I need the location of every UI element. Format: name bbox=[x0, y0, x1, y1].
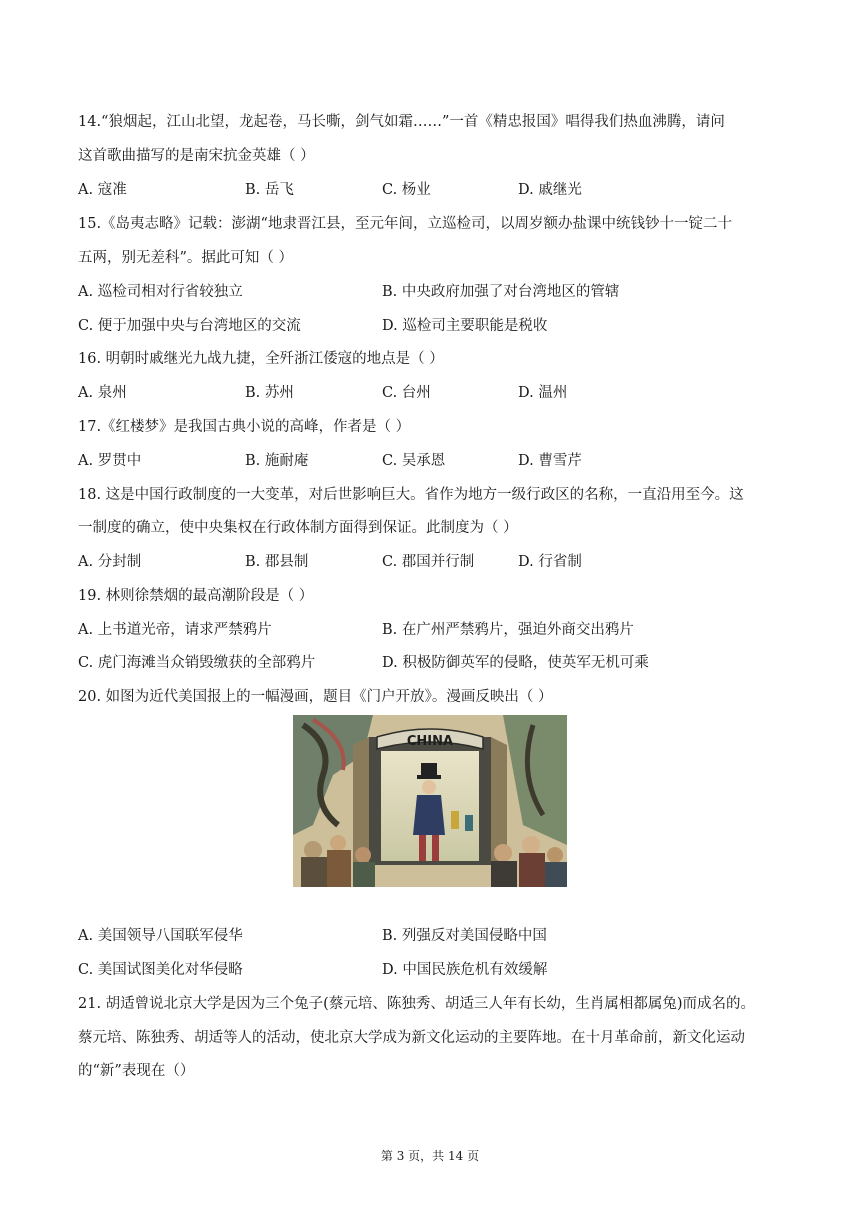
question-19-option-c: C. 虎门海滩当众销毁缴获的全部鸦片 bbox=[78, 655, 316, 671]
question-20-option-d: D. 中国民族危机有效缓解 bbox=[382, 962, 548, 978]
question-18-option-d: D. 行省制 bbox=[518, 554, 582, 570]
question-19-option-b: B. 在广州严禁鸦片，强迫外商交出鸦片 bbox=[382, 622, 634, 638]
question-18-line-1: 18. 这是中国行政制度的一大变革，对后世影响巨大。省作为地方一级行政区的名称，一直沿用至今。这 bbox=[78, 487, 744, 503]
question-16-option-d: D. 温州 bbox=[518, 385, 568, 401]
open-door-cartoon-image bbox=[293, 715, 567, 887]
question-21-line-1: 21. 胡适曾说北京大学是因为三个兔子(蔡元培、陈独秀、胡适三人年有长幼，生肖属相都属兔)而成名的。 bbox=[78, 996, 755, 1012]
question-16-line-1: 16. 明朝时戚继光九战九捷，全歼浙江倭寇的地点是（ ） bbox=[78, 351, 444, 367]
question-19-line-1: 19. 林则徐禁烟的最高潮阶段是（ ） bbox=[78, 588, 314, 604]
question-19-option-a: A. 上书道光帝，请求严禁鸦片 bbox=[78, 622, 272, 638]
question-20-option-c: C. 美国试图美化对华侵略 bbox=[78, 962, 243, 978]
question-14-option-c: C. 杨业 bbox=[382, 182, 431, 198]
question-16-option-c: C. 台州 bbox=[382, 385, 431, 401]
question-17-option-c: C. 吴承恩 bbox=[382, 453, 446, 469]
question-14-line-2: 这首歌曲描写的是南宋抗金英雄（ ） bbox=[78, 148, 315, 164]
question-17-option-b: B. 施耐庵 bbox=[245, 453, 309, 469]
question-17-option-d: D. 曹雪芹 bbox=[518, 453, 582, 469]
question-21-line-3: 的“新”表现在（） bbox=[78, 1063, 195, 1079]
page-number-footer: 第 3 页，共 14 页 bbox=[380, 1149, 480, 1163]
question-15-line-1: 15.《岛夷志略》记载：澎湖“地隶晋江县，至元年间，立巡检司，以周岁额办盐课中统钱钞十一锭二十 bbox=[78, 216, 732, 232]
question-14-option-b: B. 岳飞 bbox=[245, 182, 294, 198]
question-18-option-b: B. 郡县制 bbox=[245, 554, 309, 570]
question-18-option-a: A. 分封制 bbox=[78, 554, 142, 570]
question-18-option-c: C. 郡国并行制 bbox=[382, 554, 475, 570]
question-20-option-b: B. 列强反对美国侵略中国 bbox=[382, 928, 547, 944]
question-20-line-1: 20. 如图为近代美国报上的一幅漫画，题目《门户开放》。漫画反映出（ ） bbox=[78, 689, 553, 705]
question-16-option-b: B. 苏州 bbox=[245, 385, 294, 401]
question-17-option-a: A. 罗贯中 bbox=[78, 453, 142, 469]
question-21-line-2: 蔡元培、陈独秀、胡适等人的活动，使北京大学成为新文化运动的主要阵地。在十月革命前，新文化运动 bbox=[78, 1030, 745, 1046]
question-15-option-d: D. 巡检司主要职能是税收 bbox=[382, 318, 548, 334]
question-18-line-2: 一制度的确立，使中央集权在行政体制方面得到保证。此制度为（ ） bbox=[78, 520, 518, 536]
china-sign-text: CHINA bbox=[406, 734, 454, 749]
question-14-option-d: D. 戚继光 bbox=[518, 182, 582, 198]
question-20-option-a: A. 美国领导八国联军侵华 bbox=[78, 928, 243, 944]
question-19-option-d: D. 积极防御英军的侵略，使英军无机可乘 bbox=[382, 655, 649, 671]
question-15-option-b: B. 中央政府加强了对台湾地区的管辖 bbox=[382, 284, 620, 300]
question-15-option-c: C. 便于加强中央与台湾地区的交流 bbox=[78, 318, 301, 334]
question-14-option-a: A. 寇准 bbox=[78, 182, 127, 198]
question-15-option-a: A. 巡检司相对行省较独立 bbox=[78, 284, 243, 300]
question-16-option-a: A. 泉州 bbox=[78, 385, 127, 401]
question-14-line-1: 14.“狼烟起，江山北望，龙起卷，马长嘶，剑气如霜……”一首《精忠报国》唱得我们热血沸腾，请问 bbox=[78, 114, 725, 130]
question-15-line-2: 五两，别无差科”。据此可知（ ） bbox=[78, 250, 294, 266]
question-17-line-1: 17.《红楼梦》是我国古典小说的高峰，作者是（ ） bbox=[78, 419, 411, 435]
